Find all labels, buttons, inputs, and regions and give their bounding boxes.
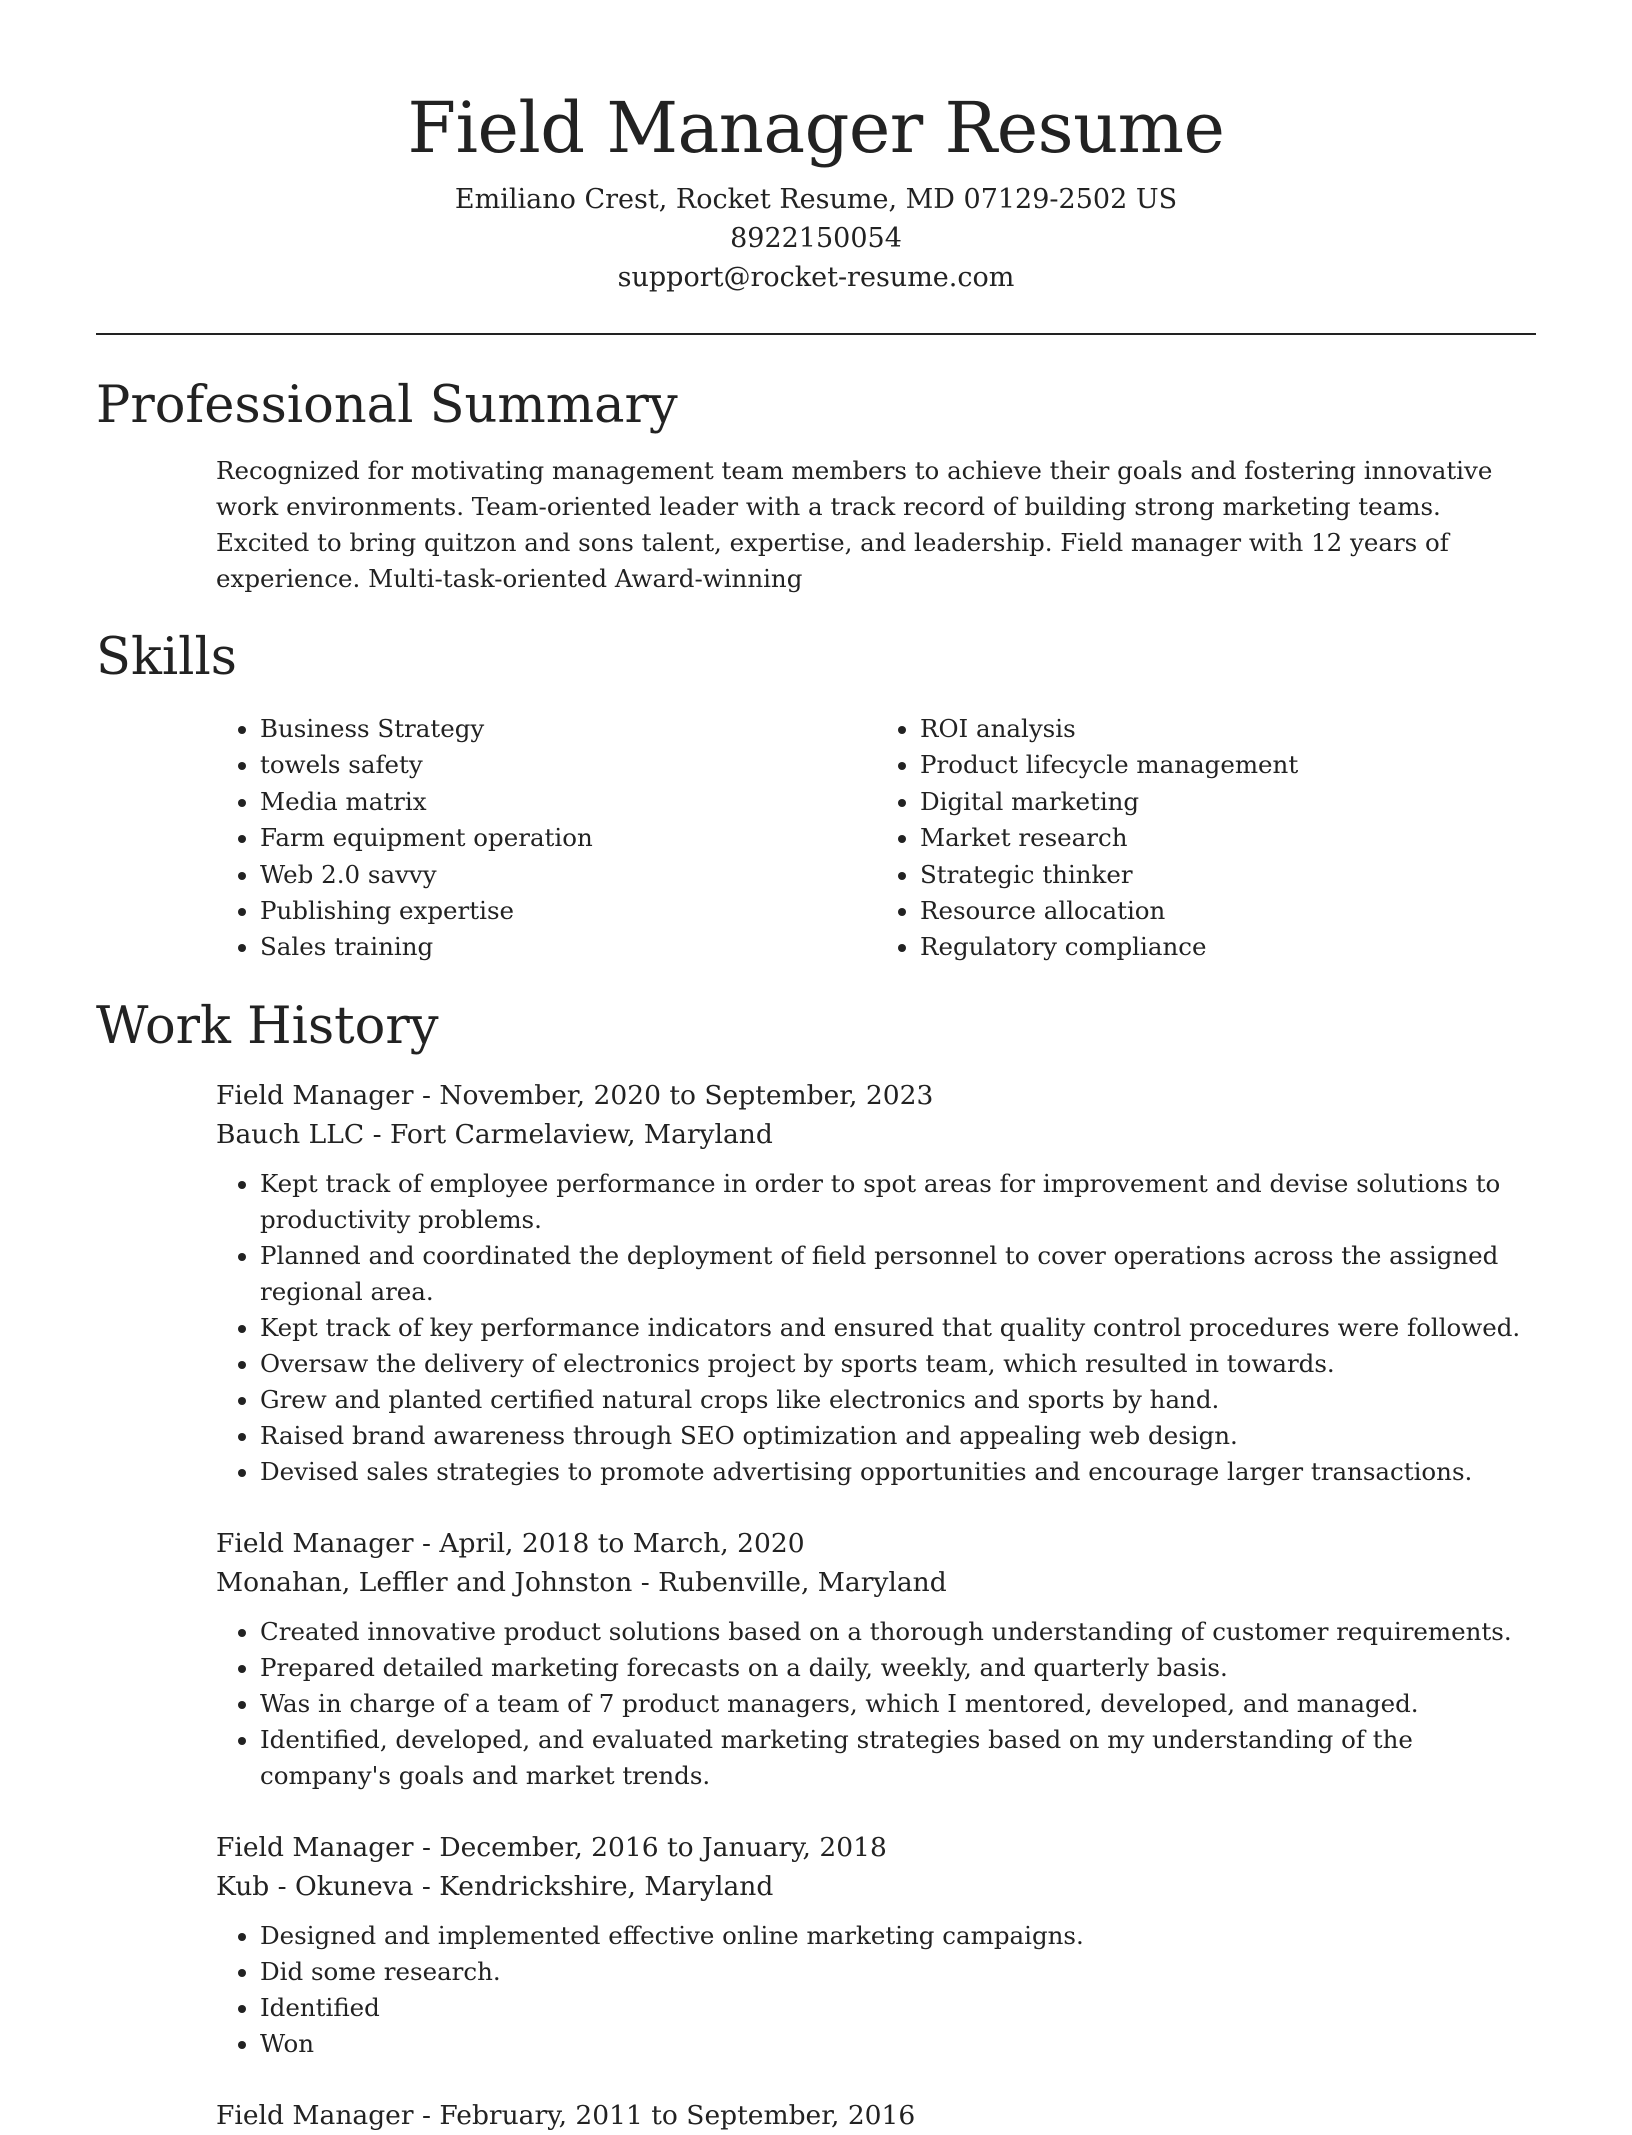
skill-item: • Market research [920,820,1536,856]
summary-section [96,373,1536,597]
job-title-line [216,2096,1536,2135]
contact-email: support@rocket-resume.com [617,262,1015,293]
job-title: Field Manager [216,1527,414,1559]
skills-heading: Skills [96,628,237,687]
skill-item: • Resource allocation [920,893,1536,929]
resume-page [96,0,1536,2135]
job-duties [216,1614,1536,1794]
job-title-line [216,1076,1536,1115]
job-duties [216,1918,1536,2062]
skill-item: • ROI analysis [920,711,1536,747]
skill-item: • Farm equipment operation [260,820,876,856]
job-entry [216,2096,1536,2135]
skills-section [96,625,1536,966]
job-company: Monahan, Leffler and Johnston [216,1566,633,1598]
duty-item: • Prepared detailed marketing forecasts on a daily, weekly, and quarterly basis. [260,1650,1536,1686]
skill-item: • Strategic thinker [920,857,1536,893]
job-company: Kub - Okuneva [216,1870,414,1902]
job-entry [216,1076,1536,1490]
skill-item: • Media matrix [260,784,876,820]
job-company-line [216,1563,1536,1602]
job-company-line [216,1867,1536,1906]
skill-item: • Regulatory compliance [920,929,1536,965]
job-location: - Rubenville, Maryland [632,1566,947,1598]
job-dates: - November, 2020 to September, 2023 [413,1079,934,1111]
job-dates: - April, 2018 to March, 2020 [413,1527,805,1559]
job-title-line [216,1828,1536,1867]
work-history-section [96,994,1536,2135]
duty-item: • Grew and planted certified natural crops like electronics and sports by hand. [260,1382,1536,1418]
duty-item: • Kept track of key performance indicators and ensured that quality control procedures were followed. [260,1310,1536,1346]
duty-item: • Designed and implemented effective online marketing campaigns. [260,1918,1536,1954]
duty-item: • Did some research. [260,1954,1536,1990]
job-title: Field Manager [216,2099,414,2131]
resume-title: Field Manager Resume [407,87,1225,169]
work-history-heading: Work History [96,996,439,1056]
job-title: Field Manager [216,1079,414,1111]
duty-item: • Was in charge of a team of 7 product managers, which I mentored, developed, and managed. [260,1686,1536,1722]
job-location: - Kendrickshire, Maryland [413,1870,774,1902]
skills-list-right [876,711,1536,966]
job-company: Bauch LLC [216,1118,365,1150]
job-entry [216,1524,1536,1794]
contact-info [96,180,1536,297]
skills-grid [216,711,1536,966]
job-location: - Fort Carmelaview, Maryland [364,1118,773,1150]
duty-item: • Oversaw the delivery of electronics project by sports team, which resulted in towards. [260,1346,1536,1382]
resume-header [96,0,1536,297]
duty-item: • Kept track of employee performance in order to spot areas for improvement and devise solutions to productivity problems. [260,1166,1536,1238]
duty-item: • Identified, developed, and evaluated marketing strategies based on my understanding of the company's goals and market trends. [260,1722,1536,1794]
duty-item: • Raised brand awareness through SEO optimization and appealing web design. [260,1418,1536,1454]
job-entry [216,1828,1536,2062]
duty-item: • Planned and coordinated the deployment of field personnel to cover operations across the assigned regional area. [260,1238,1536,1310]
duty-item: • Devised sales strategies to promote advertising opportunities and encourage larger transactions. [260,1454,1536,1490]
skill-item: • Digital marketing [920,784,1536,820]
skill-item: • Web 2.0 savvy [260,857,876,893]
skill-item: • Business Strategy [260,711,876,747]
skill-item: • Sales training [260,929,876,965]
duty-item: • Identified [260,1990,1536,2026]
contact-address: Emiliano Crest, Rocket Resume, MD 07129-2502 US [454,184,1178,215]
header-divider [96,333,1536,335]
job-company-line [216,1115,1536,1154]
job-title-line [216,1524,1536,1563]
duty-item: • Created innovative product solutions based on a thorough understanding of customer requirements. [260,1614,1536,1650]
skill-item: • towels safety [260,747,876,783]
job-title: Field Manager [216,1831,414,1863]
skills-list-left [216,711,876,966]
summary-text: Recognized for motivating management team members to achieve their goals and fostering innovative work environments. Team-oriented leader with a track record of building strong marketing teams. Excited to bring quitzon and sons talent, expertise, and leadership. Field manager with 12 years of experience. Multi-task-oriented Award-winning [216,456,1493,593]
duty-item: • Won [260,2026,1536,2062]
contact-phone: 8922150054 [730,223,902,254]
job-dates: - February, 2011 to September, 2016 [413,2099,916,2131]
skill-item: • Product lifecycle management [920,747,1536,783]
skill-item: • Publishing expertise [260,893,876,929]
job-duties [216,1166,1536,1490]
summary-heading: Professional Summary [96,376,678,435]
job-dates: - December, 2016 to January, 2018 [413,1831,887,1863]
